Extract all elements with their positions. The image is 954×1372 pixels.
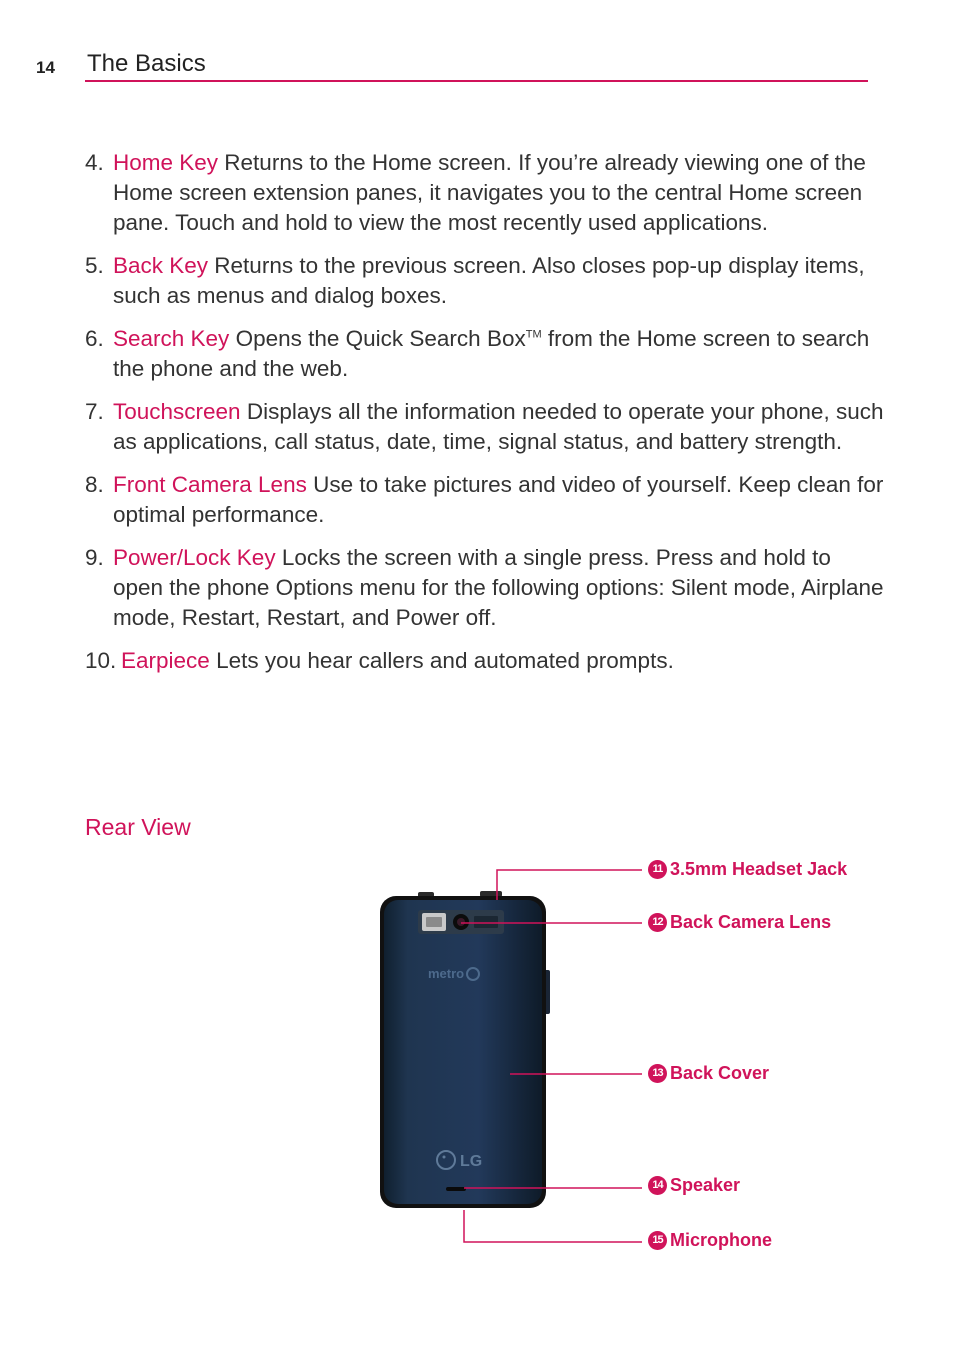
callout-label: Back Cover <box>670 1063 770 1083</box>
list-item-search-key <box>85 324 885 384</box>
item-term: Touchscreen <box>113 399 241 424</box>
callout-label: Microphone <box>670 1230 772 1250</box>
callout-back-cover <box>648 1063 769 1084</box>
item-text: Returns to the previous screen. Also closes pop-up display items, such as menus and dialog boxes. <box>113 253 865 308</box>
callout-number-badge: 15 <box>648 1231 667 1250</box>
item-number: 5. <box>85 253 104 278</box>
callout-label: 3.5mm Headset Jack <box>670 859 848 879</box>
list-item-power-lock-key <box>85 543 885 633</box>
callout-speaker <box>648 1175 740 1196</box>
list-item-touchscreen <box>85 397 885 457</box>
item-text-continued: from the Home screen to search the phone and the web. <box>113 326 870 381</box>
list-item-home-key <box>85 148 885 238</box>
item-term: Home Key <box>113 150 219 175</box>
callout-back-camera-lens <box>648 912 831 933</box>
speaker-grille-icon <box>446 1187 466 1191</box>
maker-logo: LG <box>460 1153 483 1170</box>
item-term: Back Key <box>113 253 209 278</box>
item-number: 9. <box>85 545 104 570</box>
phone-rear-illustration <box>360 850 660 1250</box>
item-number: 7. <box>85 399 104 424</box>
item-term: Earpiece <box>121 648 210 673</box>
callout-label: Speaker <box>670 1175 741 1195</box>
callout-line <box>464 1210 642 1242</box>
trademark-mark: TM <box>525 328 542 341</box>
item-text: Displays all the information needed to operate your phone, such as applications, call status, date, time, signal status, and battery strength. <box>113 399 884 454</box>
rear-view-heading: Rear View <box>85 814 191 840</box>
callout-number-badge: 12 <box>648 913 667 932</box>
item-number: 8. <box>85 472 104 497</box>
list-item-front-camera-lens <box>85 470 885 530</box>
item-text: Locks the screen with a single press. Press and hold to open the phone Options menu for the following options: Silent mode, Airplane mode, Restart, Restart, and Power off. <box>113 545 884 630</box>
item-term: Front Camera Lens <box>113 472 307 497</box>
callout-microphone <box>648 1230 772 1251</box>
section-title: The Basics <box>87 50 206 77</box>
callout-line <box>497 870 642 900</box>
item-term: Search Key <box>113 326 230 351</box>
item-text: Lets you hear callers and automated prompts. <box>209 648 674 673</box>
list-item-earpiece <box>85 646 885 676</box>
callout-number-badge: 13 <box>648 1064 667 1083</box>
item-text: Returns to the Home screen. If you’re already viewing one of the Home screen extension panes, it navigates you to the central Home screen pane. Touch and hold to view the most recently used applications. <box>113 150 866 235</box>
item-text: Opens the Quick Search Box <box>229 326 526 351</box>
item-term: Power/Lock Key <box>113 545 276 570</box>
callout-number-badge: 14 <box>648 1176 667 1195</box>
item-text: Use to take pictures and video of yourself. Keep clean for optimal performance. <box>113 472 884 527</box>
callout-headset-jack <box>648 859 847 880</box>
item-number: 6. <box>85 326 104 351</box>
page-number: 14 <box>36 58 55 77</box>
item-number: 4. <box>85 150 104 175</box>
item-number: 10. <box>85 648 117 673</box>
header-rule <box>85 80 868 82</box>
key-description-list <box>85 148 885 689</box>
list-item-back-key <box>85 251 885 311</box>
carrier-logo: metro <box>428 966 465 981</box>
callout-label: Back Camera Lens <box>670 912 832 932</box>
callout-number-badge: 11 <box>648 860 667 879</box>
